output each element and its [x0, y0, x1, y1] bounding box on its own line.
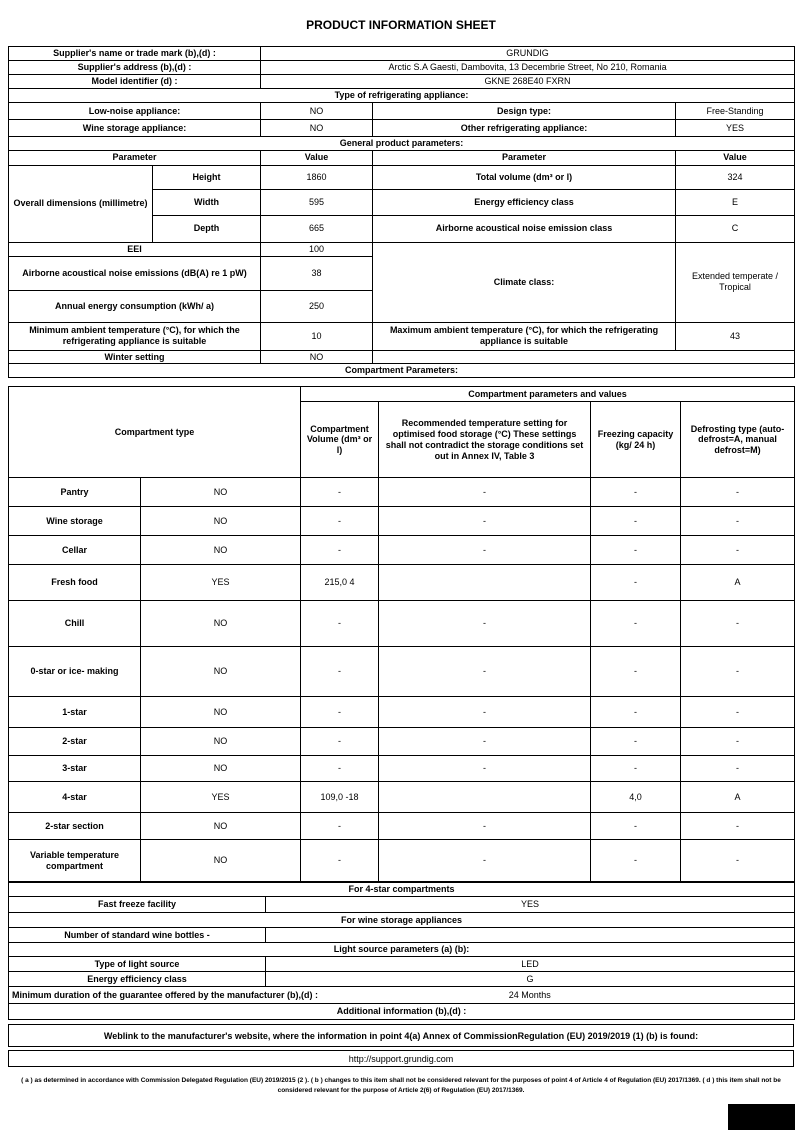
compartment-section-label: Compartment Parameters:: [344, 365, 459, 376]
model-identifier-label: Model identifier (d) :: [9, 75, 261, 89]
compartment-present-cell: YES: [141, 782, 301, 813]
guarantee-row: [9, 987, 795, 1004]
winter-setting-value: NO: [261, 350, 373, 364]
noise-emissions-label: Airborne acoustical noise emissions (dB(A) re 1 pW): [9, 256, 261, 290]
value-header-left: Value: [261, 150, 373, 165]
compartment-present-cell: NO: [141, 756, 301, 782]
wine-storage-appliance-value: NO: [261, 120, 373, 137]
fast-freeze-row: [9, 897, 795, 913]
general-parameters-table: [8, 46, 795, 378]
energy-class-label: Energy efficiency class: [373, 189, 676, 215]
eei-row: [9, 242, 795, 256]
compartment-type-cell: 2-star: [9, 728, 141, 756]
supplier-name-row: [9, 47, 795, 61]
min-ambient-temp-value: 10: [261, 322, 373, 350]
compartment-row-variable-temp: [9, 840, 795, 882]
compartment-volume-cell: 109,0 -18: [301, 782, 379, 813]
wine-storage-appliance-label: Wine storage appliance:: [9, 120, 261, 137]
height-row: [9, 165, 795, 189]
value-header-right: Value: [676, 150, 795, 165]
compartment-freezing-cell: -: [591, 813, 681, 840]
noise-class-value: C: [676, 215, 795, 242]
light-type-value: LED: [266, 957, 795, 972]
compartment-header-group-row: [9, 387, 795, 402]
compartment-present-cell: NO: [141, 697, 301, 728]
eei-value: 100: [261, 242, 373, 256]
defrosting-type-header: Defrosting type (auto-defrost=A, manual defrost=M): [681, 402, 795, 478]
compartment-freezing-cell: -: [591, 478, 681, 507]
compartment-row-wine-storage: [9, 507, 795, 536]
supplier-name-value: GRUNDIG: [261, 47, 795, 61]
compartment-temp-cell: -: [379, 728, 591, 756]
light-section-label: Light source parameters (a) (b):: [9, 943, 795, 957]
compartment-volume-cell: -: [301, 840, 379, 882]
compartment-present-cell: NO: [141, 507, 301, 536]
misc-parameters-table: [8, 882, 795, 1020]
compartment-type-cell: 4-star: [9, 782, 141, 813]
compartment-temp-header: Recommended temperature setting for optimised food storage (°C) These settings shall not contradict the storage conditions set out in Annex IV, Table 3: [379, 402, 591, 478]
footnote-text: ( a ) as determined in accordance with Commission Delegated Regulation (EU) 2019/2015 (2 ). ( b ) changes to this item shall not be considered relevant for the purposes of point 4 of Article 4 of Regulation (EU) 2017/1369. ( d ) this item shall not be considered relevant for the purpose of Article 2(6) of Regulation (EU) 2017/1369.: [21, 1077, 781, 1095]
compartment-temp-cell: [379, 782, 591, 813]
compartment-row-3-star: [9, 756, 795, 782]
four-star-section-label: For 4-star compartments: [9, 883, 795, 897]
compartment-defrost-cell: -: [681, 601, 795, 647]
light-section-row: [9, 943, 795, 957]
compartment-defrost-cell: A: [681, 565, 795, 601]
footer-black-mark: [728, 1104, 795, 1130]
fast-freeze-value: YES: [266, 897, 795, 913]
compartment-volume-cell: 215,0 4: [301, 565, 379, 601]
general-section-row: [9, 137, 795, 151]
compartment-volume-cell: -: [301, 601, 379, 647]
compartment-defrost-cell: -: [681, 728, 795, 756]
min-ambient-temp-label: Minimum ambient temperature (°C), for which the refrigerating appliance is suitable: [9, 322, 261, 350]
light-type-row: [9, 957, 795, 972]
eei-label: EEI: [9, 242, 261, 256]
compartment-defrost-cell: -: [681, 813, 795, 840]
compartment-row-pantry: [9, 478, 795, 507]
low-noise-label: Low-noise appliance:: [9, 103, 261, 120]
compartment-freezing-cell: -: [591, 697, 681, 728]
compartment-defrost-cell: -: [681, 507, 795, 536]
total-volume-value: 324: [676, 165, 795, 189]
compartment-present-cell: NO: [141, 478, 301, 507]
design-type-label: Design type:: [373, 103, 676, 120]
other-appliance-label: Other refrigerating appliance:: [373, 120, 676, 137]
compartment-type-header: Compartment type: [9, 387, 301, 478]
guarantee-label: Minimum duration of the guarantee offered by the manufacturer (b),(d) :: [9, 987, 266, 1004]
compartment-volume-cell: -: [301, 647, 379, 697]
annual-energy-label: Annual energy consumption (kWh/ a): [9, 290, 261, 322]
freezing-capacity-header: Freezing capacity (kg/ 24 h): [591, 402, 681, 478]
compartment-defrost-cell: -: [681, 697, 795, 728]
light-energy-class-row: [9, 972, 795, 987]
noise-emissions-value: 38: [261, 256, 373, 290]
weblink-statement: Weblink to the manufacturer's website, where the information in point 4(a) Annex of CommissionRegulation (EU) 2019/2019 (1) (b) is found:: [103, 1030, 699, 1041]
other-appliance-value: YES: [676, 120, 795, 137]
compartment-row-0-star: [9, 647, 795, 697]
low-noise-row: [9, 103, 795, 120]
compartment-defrost-cell: -: [681, 756, 795, 782]
parameter-header-right: Parameter: [373, 150, 676, 165]
compartment-defrost-cell: A: [681, 782, 795, 813]
compartment-temp-cell: -: [379, 813, 591, 840]
compartment-type-cell: Wine storage: [9, 507, 141, 536]
compartment-temp-cell: -: [379, 697, 591, 728]
depth-value: 665: [261, 215, 373, 242]
four-star-section-row: [9, 883, 795, 897]
compartment-volume-cell: -: [301, 756, 379, 782]
compartment-temp-cell: -: [379, 507, 591, 536]
compartment-defrost-cell: -: [681, 647, 795, 697]
compartment-row-fresh-food: [9, 565, 795, 601]
weblink-statement-box: [8, 1024, 794, 1047]
compartment-temp-cell: -: [379, 840, 591, 882]
compartment-present-cell: YES: [141, 565, 301, 601]
depth-label: Depth: [153, 215, 261, 242]
wine-section-label: For wine storage appliances: [9, 913, 795, 928]
compartment-defrost-cell: -: [681, 840, 795, 882]
compartment-volume-cell: -: [301, 813, 379, 840]
height-value: 1860: [261, 165, 373, 189]
climate-class-label: Climate class:: [373, 242, 676, 322]
width-label: Width: [153, 189, 261, 215]
compartment-freezing-cell: -: [591, 756, 681, 782]
compartment-volume-cell: -: [301, 507, 379, 536]
compartment-volume-cell: -: [301, 536, 379, 565]
compartment-freezing-cell: -: [591, 536, 681, 565]
design-type-value: Free-Standing: [676, 103, 795, 120]
supplier-address-label: Supplier's address (b),(d) :: [9, 61, 261, 75]
support-weblink[interactable]: http://support.grundig.com: [348, 1053, 454, 1064]
light-energy-class-label: Energy efficiency class: [9, 972, 266, 987]
compartment-present-cell: NO: [141, 647, 301, 697]
noise-class-label: Airborne acoustical noise emission class: [373, 215, 676, 242]
compartment-type-cell: 2-star section: [9, 813, 141, 840]
energy-class-value: E: [676, 189, 795, 215]
compartment-type-cell: Chill: [9, 601, 141, 647]
compartment-type-cell: Fresh food: [9, 565, 141, 601]
width-value: 595: [261, 189, 373, 215]
winter-setting-row: [9, 350, 795, 364]
compartment-type-cell: Variable temperature compartment: [9, 840, 141, 882]
empty-cell: [373, 350, 795, 364]
compartment-row-chill: [9, 601, 795, 647]
light-type-label: Type of light source: [9, 957, 266, 972]
compartment-type-cell: 0-star or ice- making: [9, 647, 141, 697]
compartment-volume-header: Compartment Volume (dm³ or l): [301, 402, 379, 478]
compartment-present-cell: NO: [141, 728, 301, 756]
wine-bottles-label: Number of standard wine bottles -: [9, 928, 266, 943]
height-label: Height: [153, 165, 261, 189]
parameter-header-row: [9, 150, 795, 165]
low-noise-value: NO: [261, 103, 373, 120]
weblink-url-box: [8, 1050, 794, 1067]
wine-section-row: [9, 913, 795, 928]
compartment-freezing-cell: -: [591, 507, 681, 536]
compartment-freezing-cell: -: [591, 601, 681, 647]
additional-info-row: [9, 1004, 795, 1020]
annual-energy-value: 250: [261, 290, 373, 322]
climate-class-value: Extended temperate / Tropical: [676, 242, 795, 322]
compartment-present-cell: NO: [141, 601, 301, 647]
total-volume-label: Total volume (dm³ or l): [373, 165, 676, 189]
appliance-type-section-cell: [9, 89, 795, 103]
compartment-temp-cell: -: [379, 536, 591, 565]
compartment-defrost-cell: -: [681, 536, 795, 565]
compartment-type-cell: 1-star: [9, 697, 141, 728]
compartment-freezing-cell: -: [591, 647, 681, 697]
parameter-header-left: Parameter: [9, 150, 261, 165]
compartment-group-header: Compartment parameters and values: [301, 387, 795, 402]
supplier-name-label: Supplier's name or trade mark (b),(d) :: [9, 47, 261, 61]
compartment-temp-cell: -: [379, 478, 591, 507]
light-energy-class-value: G: [266, 972, 795, 987]
model-identifier-value: GKNE 268E40 FXRN: [261, 75, 795, 89]
compartment-freezing-cell: -: [591, 565, 681, 601]
wine-bottles-value: [266, 928, 795, 943]
wine-bottles-row: [9, 928, 795, 943]
compartment-volume-cell: -: [301, 728, 379, 756]
compartment-row-cellar: [9, 536, 795, 565]
compartment-table: [8, 386, 795, 882]
compartment-type-cell: 3-star: [9, 756, 141, 782]
compartment-freezing-cell: -: [591, 728, 681, 756]
compartment-freezing-cell: -: [591, 840, 681, 882]
wine-storage-appliance-row: [9, 120, 795, 137]
compartment-section-row: [9, 364, 795, 378]
appliance-type-section-label: Type of refrigerating appliance:: [334, 90, 469, 101]
compartment-present-cell: NO: [141, 813, 301, 840]
compartment-present-cell: NO: [141, 840, 301, 882]
supplier-address-value: Arctic S.A Gaesti, Dambovita, 13 Decembrie Street, No 210, Romania: [261, 61, 795, 75]
guarantee-value: 24 Months: [266, 987, 795, 1004]
supplier-address-row: [9, 61, 795, 75]
compartment-temp-cell: -: [379, 601, 591, 647]
compartment-type-cell: Cellar: [9, 536, 141, 565]
appliance-type-section-row: [9, 89, 795, 103]
compartment-volume-cell: -: [301, 697, 379, 728]
winter-setting-label: Winter setting: [9, 350, 261, 364]
compartment-row-2-star: [9, 728, 795, 756]
general-section-label: General product parameters:: [9, 137, 795, 151]
compartment-freezing-cell: 4,0: [591, 782, 681, 813]
compartment-row-4-star: [9, 782, 795, 813]
compartment-volume-cell: -: [301, 478, 379, 507]
max-ambient-temp-value: 43: [676, 322, 795, 350]
compartment-section-cell: [9, 364, 795, 378]
compartment-row-1-star: [9, 697, 795, 728]
compartment-temp-cell: [379, 565, 591, 601]
compartment-defrost-cell: -: [681, 478, 795, 507]
page-title: PRODUCT INFORMATION SHEET: [306, 18, 496, 32]
compartment-temp-cell: -: [379, 647, 591, 697]
max-ambient-temp-label: Maximum ambient temperature (°C), for which the refrigerating appliance is suitable: [373, 322, 676, 350]
compartment-type-cell: Pantry: [9, 478, 141, 507]
compartment-row-2-star-section: [9, 813, 795, 840]
fast-freeze-label: Fast freeze facility: [9, 897, 266, 913]
compartment-present-cell: NO: [141, 536, 301, 565]
additional-info-label: Additional information (b),(d) :: [9, 1004, 795, 1020]
model-identifier-row: [9, 75, 795, 89]
compartment-temp-cell: -: [379, 756, 591, 782]
ambient-temperature-row: [9, 322, 795, 350]
overall-dimensions-label: Overall dimensions (millimetre): [9, 165, 153, 242]
